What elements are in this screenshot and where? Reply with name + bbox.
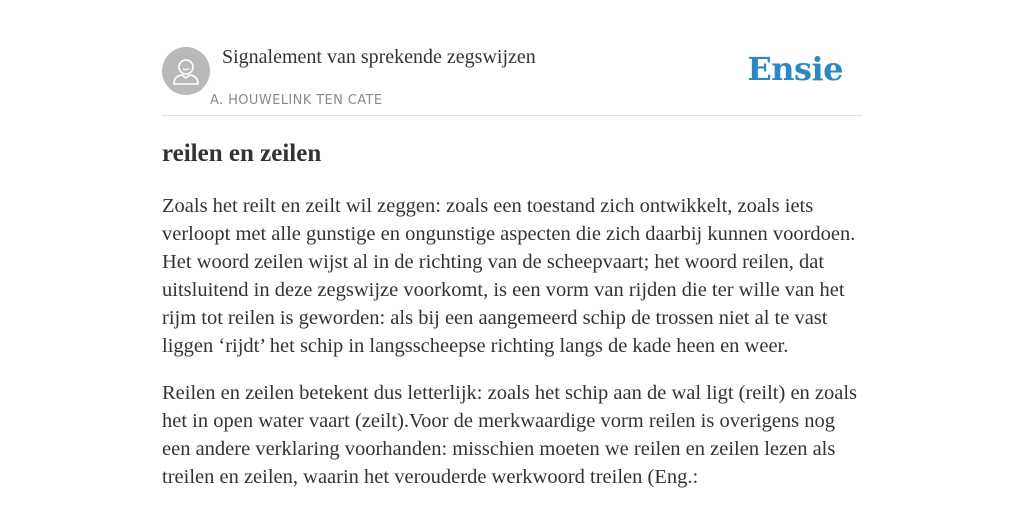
entry-paragraph: Zoals het reilt en zeilt wil zeggen: zoals een toestand zich ontwikkelt, zoals iets verloopt met alle gunstige en ongunstige aspecten die zich daarbij kunnen voordoen. Het woord zeilen wijst al in de richting van de scheepvaart; het woord reilen, dat uitsluitend in deze zegswijze voorkomt, is een vorm van rijden die ter wille van het rijm tot reilen is geworden: als bij een aangemeerd schip de trossen niet al te vast liggen ‘rijdt’ het schip in langsscheepse richting langs de kade heen en weer.	[162, 195, 856, 357]
ensie-logo-link[interactable]: Ensie	[747, 50, 843, 88]
entry-body	[162, 192, 862, 510]
entry-paragraph: Reilen en zeilen betekent dus letterlijk: zoals het schip aan de wal ligt (reilt) en zoals het in open water vaart (zeilt).Voor de merkwaardige vorm reilen is overigens nog een andere verklaring voorhanden: misschien moeten we reilen en zeilen lezen als treilen en zeilen, waarin het verouderde werkwoord treilen (Eng.:	[162, 382, 858, 488]
entry-title: reilen en zeilen	[162, 140, 322, 167]
book-title[interactable]: Signalement van sprekende zegswijzen	[222, 46, 536, 68]
author-avatar[interactable]	[162, 47, 210, 95]
entry-header	[162, 44, 862, 116]
page	[162, 0, 862, 512]
user-silhouette-icon	[162, 47, 210, 95]
author-name[interactable]: A. HOUWELINK TEN CATE	[210, 93, 383, 108]
